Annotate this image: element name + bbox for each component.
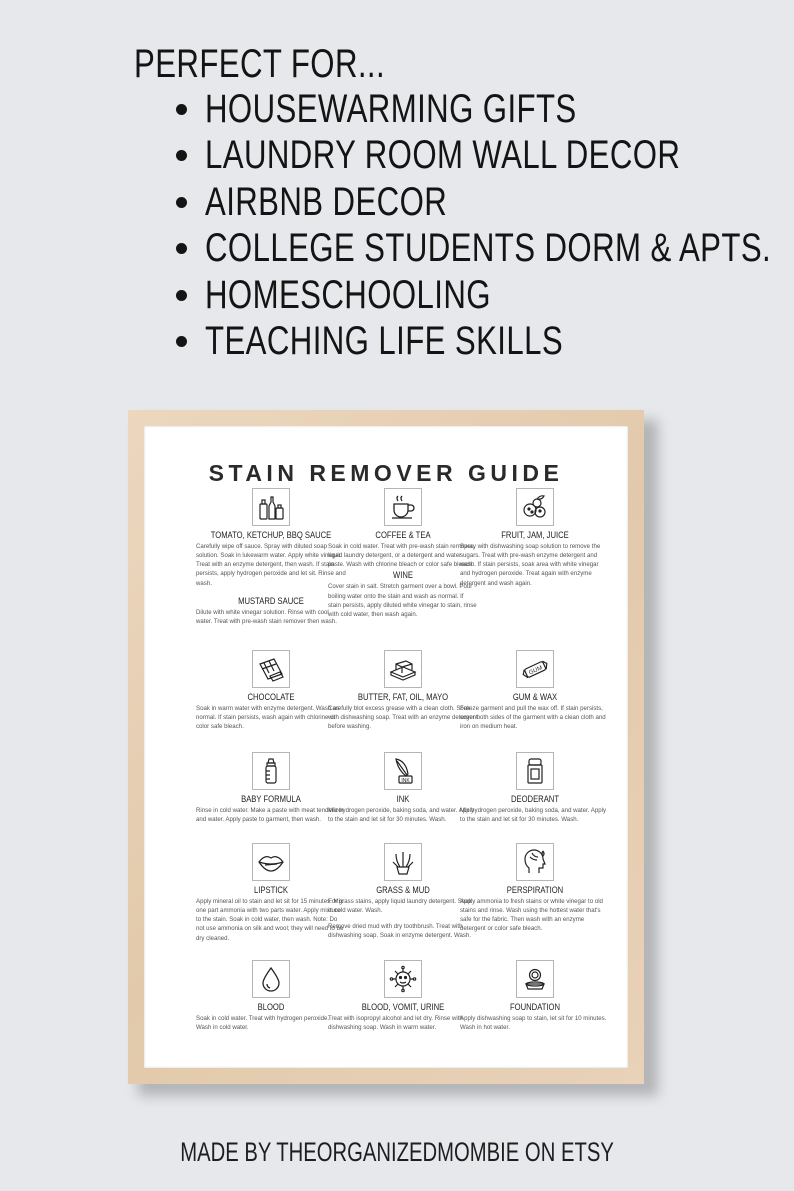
stain-description: Apply mineral oil to stain and let sit for 15 minutes. Mix one part ammonia with two parts water. Apply mixture to the stain. Soak in cold water, then wash. Note: Do not use ammonia on silk and wool; they will need to be dry cleaned. xyxy=(196,898,344,942)
stain-vomit xyxy=(328,960,478,1032)
stain-description: Apply ammonia to fresh stains or white vinegar to old stains and rinse. Wash using the hottest water that's safe for the fabric. Then wash with an enzyme detergent or color safe bleach. xyxy=(460,898,603,933)
baby-bottle-icon xyxy=(252,752,290,790)
stain-grass xyxy=(328,843,478,941)
stain-description: Carefully blot excess grease with a clean cloth. Soak with dishwashing soap. Treat with an enzyme detergent before washing. xyxy=(328,705,478,731)
stain-name: FRUIT, JAM, JUICE xyxy=(501,530,569,540)
footer-text: MADE BY THEORGANIZEDMOMBIE ON ETSY xyxy=(180,1137,614,1167)
stain-description: Soak in cold water. Treat with pre-wash stain remover, liquid laundry detergent, or a detergent and water paste. Wash with chlorine bleach or color safe bleach. xyxy=(328,543,474,569)
stain-name: INK xyxy=(396,794,410,804)
lips-icon xyxy=(252,843,290,881)
stain-name: WINE xyxy=(393,570,413,581)
stain-name: FOUNDATION xyxy=(509,1002,561,1012)
sweating-head-icon xyxy=(516,843,554,881)
stain-name: COFFEE & TEA xyxy=(375,530,431,540)
stain-deodorant xyxy=(460,752,610,824)
stain-description: Soak in warm water with enzyme detergent. Wash as normal. If stain persists, wash again with chlorine or color safe bleach. xyxy=(196,705,340,731)
stain-description: Spray with dishwashing soap solution to remove the sugars. Treat with pre-wash enzyme detergent and wash. If stain persists, soak area with white vinegar and hydrogen peroxide. Treat again with enzyme detergent and wash again. xyxy=(460,543,601,587)
stain-description-2: Remove dried mud with dry toothbrush. Treat with dishwashing soap. Soak in enzyme detergent. Wash. xyxy=(328,923,472,940)
stain-chocolate xyxy=(196,650,346,731)
stain-name: BUTTER, FAT, OIL, MAYO xyxy=(357,692,449,702)
stain-description: Freeze garment and pull the wax off. If stain persists, cover both sides of the garment with a clean cloth and iron on medium heat. xyxy=(460,705,606,731)
list-item: COLLEGE STUDENTS DORM & APTS. xyxy=(176,226,794,273)
coffee-cup-icon xyxy=(384,488,422,526)
stain-description: Cover stain in salt. Stretch garment over a bowl. Pour boiling water onto the stain and wash as normal. If stain persists, apply diluted white vinegar to stain, rinse with cold water, then wash again. xyxy=(328,583,477,618)
perfect-for-heading: PERFECT FOR... xyxy=(134,42,386,86)
stain-ink xyxy=(328,752,478,824)
stain-description: Apply dishwashing soap to stain, let sit for 10 minutes. Wash in hot water. xyxy=(460,1015,607,1032)
deodorant-icon xyxy=(516,752,554,790)
gum-icon-label: GUM xyxy=(528,665,544,677)
bullet-icon xyxy=(176,150,187,161)
stain-description: Treat with isopropyl alcohol and let dry. Rinse with dishwashing soap. Wash in warm water. xyxy=(328,1015,463,1032)
bottles-icon xyxy=(252,488,290,526)
use-case-list xyxy=(176,86,794,365)
stain-description: Carefully wipe off sauce. Spray with diluted soap solution. Soak in lukewarm water. Apply white vinegar. Treat with an enzyme detergent, then wash. If stain persists, apply hydrogen peroxide and let sit. Rinse and wash. xyxy=(196,543,346,587)
stain-name: PERSPIRATION xyxy=(506,885,564,895)
stain-foundation xyxy=(460,960,610,1032)
stain-name: BLOOD, VOMIT, URINE xyxy=(361,1002,445,1012)
stain-name: MUSTARD SAUCE xyxy=(238,595,304,606)
stain-name: BABY FORMULA xyxy=(241,794,301,804)
bullet-icon xyxy=(176,197,187,208)
stain-description: Dilute with white vinegar solution. Rinse with cool water. Treat with pre-wash stain remover then wash. xyxy=(196,608,337,625)
stain-coffee xyxy=(328,488,478,619)
germ-icon xyxy=(384,960,422,998)
list-item: LAUNDRY ROOM WALL DECOR xyxy=(176,133,794,180)
stain-description: Mix hydrogen peroxide, baking soda, and water. Apply to the stain and let sit for 30 minutes. Wash. xyxy=(328,807,475,824)
stain-name: GUM & WAX xyxy=(512,692,558,702)
stain-description: Mix hydrogen peroxide, baking soda, and water. Apply to the stain and let sit for 30 minutes. Wash. xyxy=(460,807,607,824)
bullet-icon xyxy=(176,243,187,254)
wooden-frame xyxy=(128,410,644,1084)
stain-description: Soak in cold water. Treat with hydrogen peroxide. Wash in cold water. xyxy=(196,1015,330,1032)
list-item: AIRBNB DECOR xyxy=(176,179,794,226)
stain-fruit xyxy=(460,488,610,588)
bullet-icon xyxy=(176,336,187,347)
stain-name: GRASS & MUD xyxy=(376,885,430,895)
stain-description: Rinse in cold water. Make a paste with meat tenderizer and water. Apply paste to garment, then wash. xyxy=(196,807,344,824)
bullet-icon xyxy=(176,290,187,301)
stain-name: DEODERANT xyxy=(510,794,560,804)
poster-paper xyxy=(144,426,628,1068)
stain-gum xyxy=(460,650,610,731)
stain-name: TOMATO, KETCHUP, BBQ SAUCE xyxy=(210,530,332,540)
list-item: HOUSEWARMING GIFTS xyxy=(176,86,794,133)
stain-butter xyxy=(328,650,478,731)
stain-tomato xyxy=(196,488,346,626)
grass-pot-icon xyxy=(384,843,422,881)
stain-lipstick xyxy=(196,843,346,943)
poster-title: STAIN REMOVER GUIDE xyxy=(208,460,564,486)
list-item: HOMESCHOOLING xyxy=(176,272,794,319)
stain-perspiration xyxy=(460,843,610,934)
gum-icon xyxy=(516,650,554,688)
list-item: TEACHING LIFE SKILLS xyxy=(176,319,794,366)
quill-ink-icon xyxy=(384,752,422,790)
butter-icon xyxy=(384,650,422,688)
berries-icon xyxy=(516,488,554,526)
stain-name: BLOOD xyxy=(257,1002,285,1012)
stain-baby-formula xyxy=(196,752,346,824)
stain-name: CHOCOLATE xyxy=(247,692,295,702)
chocolate-bar-icon xyxy=(252,650,290,688)
stain-blood xyxy=(196,960,346,1032)
stain-description: For grass stains, apply liquid laundry detergent. Soak in cold water. Wash. xyxy=(328,898,472,915)
bullet-icon xyxy=(176,104,187,115)
stain-name: LIPSTICK xyxy=(253,885,288,895)
drop-icon xyxy=(252,960,290,998)
ink-icon-label: INK xyxy=(401,778,410,784)
compact-icon xyxy=(516,960,554,998)
footer-credit xyxy=(0,1137,794,1168)
